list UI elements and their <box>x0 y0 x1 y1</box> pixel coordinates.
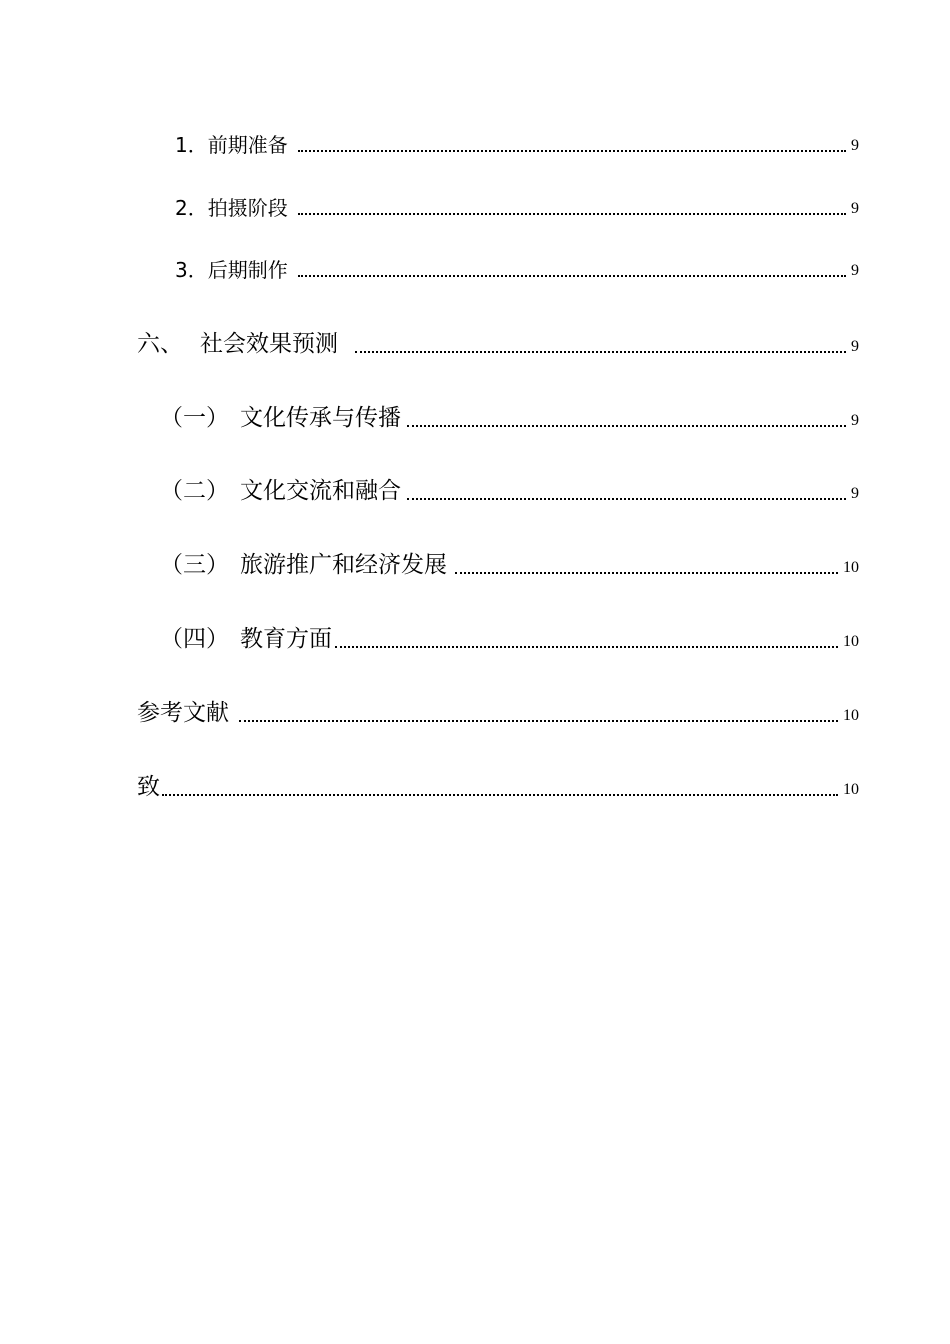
toc-entry-label: 社会效果预测 <box>200 331 338 357</box>
toc-dot-leader <box>455 572 838 574</box>
toc-page-number: 9 <box>851 262 859 279</box>
toc-entry[interactable] <box>0 463 950 503</box>
toc-page-number: 9 <box>851 338 859 355</box>
toc-page-number: 10 <box>843 707 859 724</box>
toc-entry[interactable] <box>0 316 950 356</box>
toc-dot-leader <box>335 646 838 648</box>
toc-dot-leader <box>298 275 846 277</box>
toc-entry-prefix: （一） <box>160 405 229 431</box>
toc-page-number: 9 <box>851 137 859 154</box>
toc-dot-leader <box>162 794 838 796</box>
toc-entry-label: 文化交流和融合 <box>240 478 401 504</box>
toc-dot-leader <box>298 213 846 215</box>
toc-entry-label: 致 <box>137 774 160 800</box>
toc-entry-prefix: （二） <box>160 478 229 504</box>
toc-entry[interactable] <box>0 759 950 799</box>
toc-entry[interactable] <box>0 390 950 430</box>
toc-dot-leader <box>407 425 846 427</box>
toc-page-number: 9 <box>851 200 859 217</box>
toc-entry[interactable] <box>0 240 950 280</box>
toc-dot-leader <box>355 351 846 353</box>
toc-dot-leader <box>239 720 838 722</box>
toc-entry-label: 教育方面 <box>240 626 332 652</box>
toc-entry-label: 旅游推广和经济发展 <box>240 552 447 578</box>
toc-entry-label: 1．前期准备 <box>175 133 288 157</box>
toc-entry-prefix: 六、 <box>137 331 183 357</box>
toc-entry-prefix: （三） <box>160 552 229 578</box>
toc-entry-label: 文化传承与传播 <box>240 405 401 431</box>
toc-entry[interactable] <box>0 115 950 155</box>
toc-page-number: 10 <box>843 633 859 650</box>
toc-page-number: 9 <box>851 485 859 502</box>
toc-dot-leader <box>298 150 846 152</box>
toc-entry-label: 3．后期制作 <box>175 258 288 282</box>
toc-page-number: 10 <box>843 559 859 576</box>
toc-entry-label: 2．拍摄阶段 <box>175 196 288 220</box>
toc-entry-label: 参考文献 <box>137 700 229 726</box>
toc-page-number: 9 <box>851 412 859 429</box>
toc-dot-leader <box>407 498 846 500</box>
toc-entry[interactable] <box>0 611 950 651</box>
toc-page-number: 10 <box>843 781 859 798</box>
toc-entry[interactable] <box>0 685 950 725</box>
toc-entry[interactable] <box>0 537 950 577</box>
toc-entry[interactable] <box>0 178 950 218</box>
toc-entry-prefix: （四） <box>160 626 229 652</box>
